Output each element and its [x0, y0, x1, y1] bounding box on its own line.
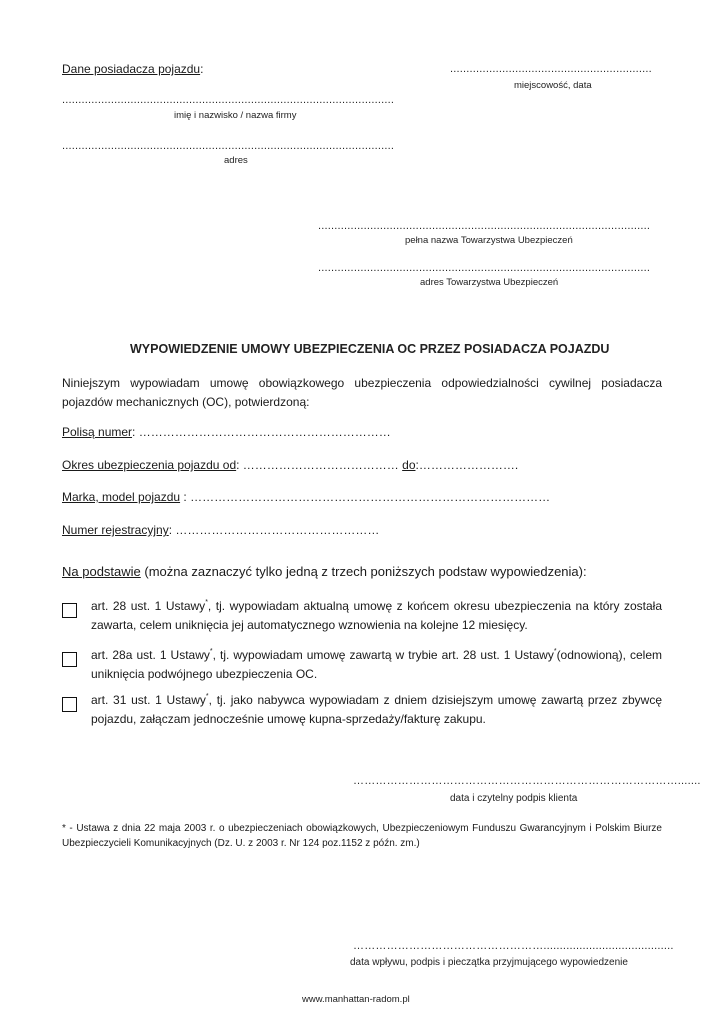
address-line: ...................................................................................................... [62, 140, 395, 152]
insurer-address-caption: adres Towarzystwa Ubezpieczeń [420, 277, 559, 288]
name-line: ...................................................................................................... [62, 94, 395, 106]
address-caption: adres [224, 155, 248, 166]
insurer-name-caption: pełna nazwa Towarzystwa Ubezpieczeń [405, 235, 573, 246]
insurance-period-field: Okres ubezpieczenia pojazdu od: ………………………………… do:……………………. [62, 458, 519, 472]
registration-number-field: Numer rejestracyjny: …………………………………………… [62, 523, 380, 537]
option-1-checkbox[interactable] [62, 603, 77, 618]
place-date-line: .............................................................. [450, 63, 652, 75]
policy-number-field: Polisą numer: ……………………………………………………… [62, 425, 391, 439]
option-3-text: art. 31 ust. 1 Ustawy*, tj. jako nabywca wypowiadam z dniem dzisiejszym umowę zawartą przez zbywcę pojazdu, załączam jednocześnie umowę kupna-sprzedaży/fakturę zakupu. [91, 693, 662, 726]
receipt-caption: data wpływu, podpis i pieczątka przyjmującego wypowiedzenie [350, 957, 628, 968]
place-date-caption: miejscowość, data [514, 80, 592, 91]
signature-caption: data i czytelny podpis klienta [450, 793, 578, 804]
option-3-checkbox[interactable] [62, 697, 77, 712]
receipt-line: ……………………………………………........................................ [353, 940, 674, 952]
intro-paragraph: Niniejszym wypowiadam umowę obowiązkowego ubezpieczenia odpowiedzialności cywilnej posiadacza pojazdów mechanicznych (OC), potwierdzoną: [62, 376, 662, 409]
footer-url[interactable]: www.manhattan-radom.pl [302, 994, 410, 1005]
vehicle-make-field: Marka, model pojazdu : ……………………………………………………………………………… [62, 490, 551, 504]
option-2-text: art. 28a ust. 1 Ustawy*, tj. wypowiadam umowę zawartą w trybie art. 28 ust. 1 Ustawy*(odnowioną), celem uniknięcia podwójnego ubezpieczenia OC. [91, 648, 662, 681]
basis-heading: Na podstawie (można zaznaczyć tylko jedną z trzech poniższych podstaw wypowiedzenia): [62, 564, 587, 579]
document-title: WYPOWIEDZENIE UMOWY UBEZPIECZENIA OC PRZEZ POSIADACZA POJAZDU [130, 342, 610, 356]
option-2-checkbox[interactable] [62, 652, 77, 667]
insurer-address-line: ...................................................................................................... [318, 262, 651, 274]
insurer-name-line: ...................................................................................................... [318, 220, 651, 232]
option-1-text: art. 28 ust. 1 Ustawy*, tj. wypowiadam aktualną umowę z końcem okresu ubezpieczenia na który została zawarta, celem uniknięcia jej automatycznego wznowienia na kolejne 12 miesięcy. [91, 599, 662, 632]
footnote: * - Ustawa z dnia 22 maja 2003 r. o ubezpieczeniach obowiązkowych, Ubezpieczeniowym Funduszu Gwarancyjnym i Polskim Biurze Ubezpieczycieli Komunikacyjnych (Dz. U. z 2003 r. Nr 124 poz.1152 z późn. zm.) [62, 823, 662, 849]
owner-heading: Dane posiadacza pojazdu: [62, 62, 204, 76]
signature-line: ……………………………………………………………………………....... [353, 775, 701, 787]
name-caption: imię i nazwisko / nazwa firmy [174, 110, 297, 121]
